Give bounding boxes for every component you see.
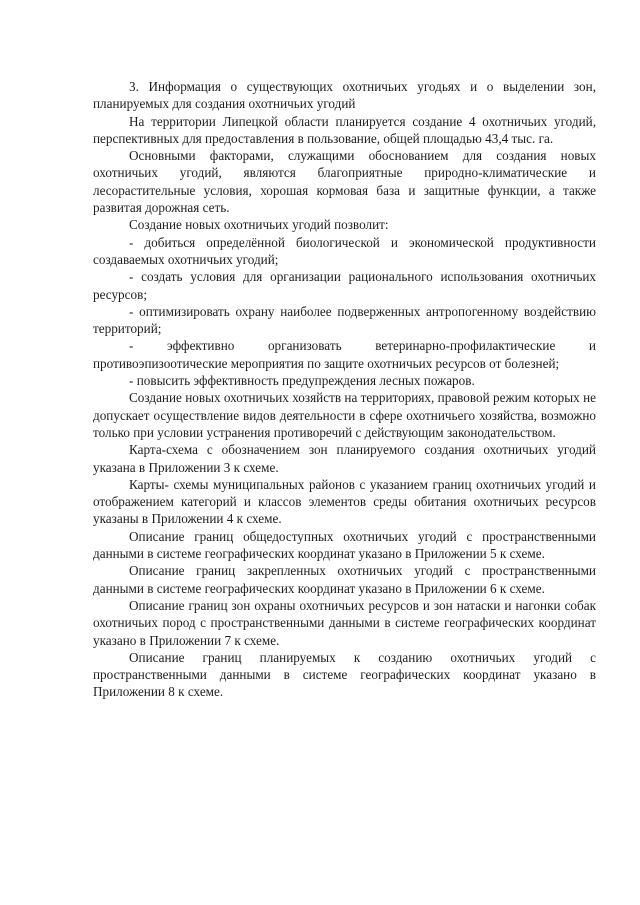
list-item: - создать условия для организации рационального использования охотничьих ресурсов; bbox=[93, 269, 596, 302]
paragraph: Описание границ планируемых к созданию охотничьих угодий с пространственными данными в системе географических координат указано в Приложении 8 к схеме. bbox=[93, 649, 596, 700]
paragraph: Описание границ закрепленных охотничьих угодий с пространственными данными в системе географических координат указано в Приложении 6 к схеме. bbox=[93, 563, 596, 596]
document-body bbox=[93, 78, 596, 701]
paragraph: Создание новых охотничьих угодий позволит: bbox=[129, 217, 389, 233]
section-heading: 3. Информация о существующих охотничьих угодьях и о выделении зон, планируемых для создания охотничьих угодий bbox=[93, 79, 596, 112]
paragraph: Описание границ общедоступных охотничьих угодий с пространственными данными в системе географических координат указано в Приложении 5 к схеме. bbox=[93, 528, 596, 562]
list-item: - добиться определённой биологической и экономической продуктивности создаваемых охотничьих угодий; bbox=[93, 234, 596, 267]
paragraph: Карты- схемы муниципальных районов с указанием границ охотничьих угодий и отображением категорий и классов элементов среды обитания охотничьих ресурсов указаны в Приложении 4 к схеме. bbox=[93, 476, 596, 527]
paragraph: Создание новых охотничьих хозяйств на территориях, правовой режим которых не допускает осуществление видов деятельности в сфере охотничьего хозяйства, возможно только при условии устранения противоречий с действующим законодательством. bbox=[93, 390, 596, 440]
list-item: - повысить эффективность предупреждения лесных пожаров. bbox=[129, 373, 475, 389]
list-item: - оптимизировать охрану наиболее подверженных антропогенному воздействию территорий; bbox=[93, 303, 596, 337]
paragraph: Основными факторами, служащими обоснованием для создания новых охотничьих угодий, являются благоприятные природно-климатические и лесорастительные условия, хорошая кормовая база и защитные функции, а также развитая дорожная сеть. bbox=[93, 148, 596, 216]
paragraph: На территории Липецкой области планируется создание 4 охотничьих угодий, перспективных для предоставления в пользование, общей площадью 43,4 тыс. га. bbox=[93, 113, 596, 146]
paragraph: Карта-схема с обозначением зон планируемого создания охотничьих угодий указана в Приложении 3 к схеме. bbox=[93, 442, 596, 475]
list-item: - эффективно организовать ветеринарно-профилактические и противоэпизоотические мероприятия по защите охотничьих ресурсов от болезней; bbox=[93, 338, 596, 371]
paragraph: Описание границ зон охраны охотничьих ресурсов и зон натаски и нагонки собак охотничьих пород с пространственными данными в системе географических координат указано в Приложении 7 к схеме. bbox=[93, 597, 596, 648]
